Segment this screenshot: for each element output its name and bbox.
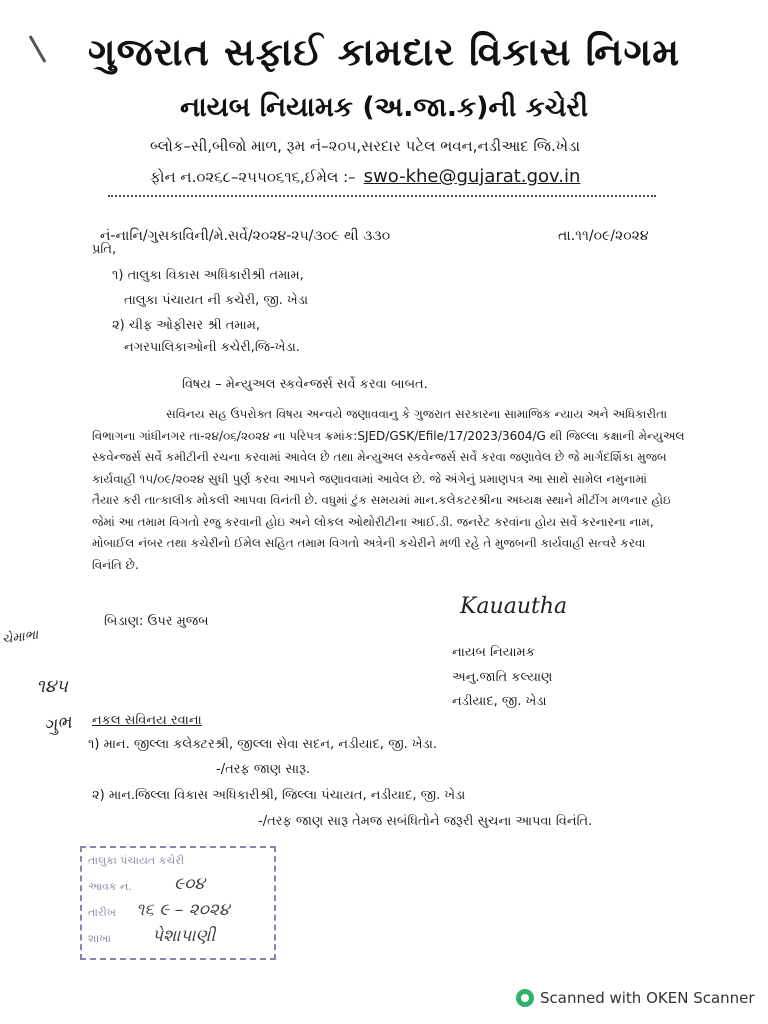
office-subtitle: નાયબ નિયામક (અ.જા.ક)ની કચેરી [179,92,589,123]
body-line: સ્કવેન્જર્સ સર્વે કમીટીની રચના કરવામાં આવેલ છે તથા મેન્યુઅલ સ્કવેન્જર્સ સર્વે કરવા જણાવેલ છે જે માર્ગદર્શિકા મુજબ [92,450,667,464]
email-link[interactable]: swo-khe@gujarat.gov.in [363,166,581,187]
recipient-1: ૧) તાલુકા વિકાસ અધિકારીશ્રી તમામ, [112,268,304,283]
handwritten-note: ચેમાભા [1,627,40,648]
recipient-1-office: તાલુકા પંચાયત ની કચેરી, જી. ખેડા [124,293,309,308]
body-line: તૈયાર કરી તાત્કાલીક મોકલી આપવા વિનંતી છે. વધુમાં ટુંક સમયમાં માન.કલેકટરશ્રીના અધ્યક્ષ સ્થાને મીટીંગ મળનાર હોઇ [92,493,671,507]
handwritten-initial: ગુભ [42,711,74,738]
stamp-inward-label: આવક નં. [88,880,132,893]
signatory-title: નાયબ નિયામક [452,645,535,660]
stamp-inward-number: ૯૦૪ [174,874,205,894]
scanner-text: Scanned with OKEN Scanner [540,989,755,1007]
stamp-branch-value: પેશાપાણી [152,926,216,946]
body-line: જેમાં આ તમામ વિગતો રજુ કરવાની હોઇ અને લોકલ ઓથોરીટીના આઈ.ડી. જનરેટ કરવાંના હોય સર્વે કરનારના નામ, [92,514,654,529]
inward-stamp [80,846,276,960]
body-line: વિનંતિ છે. [92,557,139,572]
prati-label: પ્રતિ, [92,242,117,257]
copy-recipient-1: ૧) માન. જીલ્લા કલેક્ટરશ્રી, જીલ્લા સેવા સદન, નડીયાદ, જી. ખેડા. [88,737,438,752]
copy-note-1: -/તરફ જાણ સારૂ. [216,762,311,777]
office-address: બ્લોક–સી,બીજો માળ, રૂમ નં–૨૦૫,સરદાર પટેલ ભવન,નડીઆદ જિ.ખેડા [150,137,581,155]
phone-label: ફોન ન.૦૨૬૮–૨૫૫૦૬૧૬,ઈમેલ :– [150,168,356,186]
stamp-date-value: ૧૬ ૯ – ૨૦૨૪ [136,900,230,920]
stamp-date-label: તારીખ [88,906,116,919]
copy-heading: નકલ સવિનય રવાના [92,713,202,728]
handwritten-number: ૧૪૫ [36,676,68,697]
recipient-2: ૨) ચીફ ઓફીસર શ્રી તમામ, [112,318,261,333]
signatory-dept: અનુ.જાતિ કલ્યાણ [452,670,553,685]
body-line: વિભાગના ગાંધીનગર તા-૨૪/૦૬/૨૦૨૪ ના પરિપત્ર ક્રમાંક:SJED/GSK/Efile/17/2023/3604/G થી જિલ્લા કક્ષાની મેન્યુઅલ [92,428,685,443]
copy-note-2: -/તરફ જાણ સારૂ તેમજ સબંધિતોને જરૂરી સુચના આપવા વિનંતિ. [258,814,593,829]
copy-recipient-2: ૨) માન.જિલ્લા વિકાસ અધિકારીશ્રી, જિલ્લા પંચાયત, નડીયાદ, જી. ખેડા [92,788,466,803]
scanner-watermark [516,989,755,1007]
body-line: કાર્યવાહી ૧૫/૦૯/૨૦૨૪ સુધી પુર્ણ કરવા આપને જણાવવામાં આવેલ છે. જે અંગેનું પ્રમાણપત્ર આ સાથે સામેલ નમુનામાં [92,471,648,486]
enclosure-note: બિડાણ: ઉપર મુજબ [104,614,209,629]
stamp-branch-label: શાખા [88,932,111,945]
letter-date: તા.૧૧/૦૯/૨૦૨૪ [558,228,649,244]
body-line: મોબાઈલ નંબર તથા કચેરીનો ઈમેલ સહિત તમામ વિગતો અત્રેની કચેરીને મળી રહે તે મુજબની કાર્યવાહી સત્વરે કરવા [92,536,646,550]
reference-number: નં-નાનિ/ગુસકાવિની/મે.સર્વે/૨૦૨૪-૨૫/૩૦૯ થી ૩૩૦ [100,228,391,244]
recipient-2-office: નગરપાલિકાઓની કચેરી,જિ-ખેડા. [124,340,300,355]
stamp-office-label: તાલુકા પંચાયત કચેરી [88,854,185,867]
signatory-location: નડીયાદ, જી. ખેડા [452,694,547,709]
letter-subject: વિષય – મેન્યુઅલ સ્કવેન્જર્સ સર્વે કરવા બાબત. [182,377,428,392]
letter-body [92,404,706,576]
body-line: સવિનય સહ ઉપરોક્ત વિષય અન્વયે જણાવવાનુ કે ગુજરાત સરકારના સામાજિક ન્યાય અને અધિકારીતા [166,407,668,421]
signature: Kauautha [460,594,568,619]
oken-scanner-icon [516,989,534,1007]
org-title: ગુજરાત સફાઈ કામદાર વિકાસ નિગમ [87,30,681,74]
contact-line [150,166,580,187]
header-divider [108,195,656,197]
